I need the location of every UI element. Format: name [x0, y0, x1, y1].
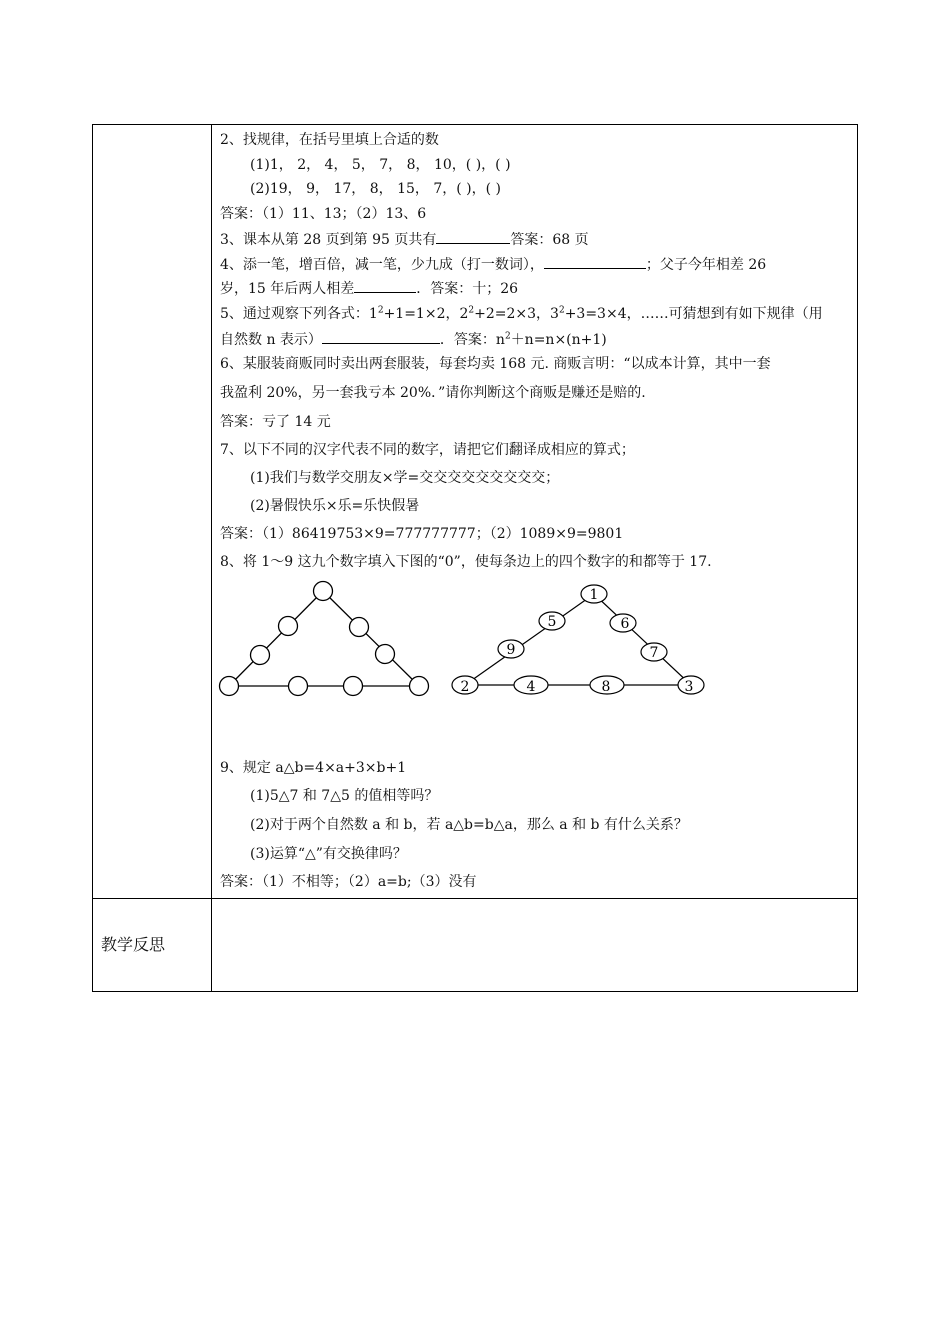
q5-line2-a: 自然数 n 表示） — [220, 332, 322, 348]
q5-blank — [322, 330, 440, 344]
q7-title: 7、以下不同的汉字代表不同的数字，请把它们翻译成相应的算式； — [220, 442, 635, 458]
answer-left-side — [465, 594, 594, 685]
q2-part1: (1)1， 2， 4， 5， 7， 8， 10，( )，( ) — [250, 157, 511, 173]
q5-line1-b: +1=1×2，2 — [383, 306, 469, 322]
answer-triangle — [452, 585, 704, 694]
q5-sup-4: 2 — [504, 331, 511, 342]
q5-sup-2: 2 — [468, 305, 475, 316]
q7-part2: (2)暑假快乐×乐=乐快假暑 — [250, 498, 420, 514]
blank-circle-left-2 — [251, 646, 270, 665]
q4-line2 — [220, 279, 518, 298]
blank-circle-right-2 — [376, 645, 395, 664]
q9-answer: 答案：（1）不相等；（2）a=b;（3）没有 — [220, 874, 477, 890]
q8-triangle-diagrams — [218, 580, 718, 710]
blank-circle-right-1 — [350, 618, 369, 637]
q4-blank-2 — [354, 279, 416, 293]
blank-right-side — [323, 591, 419, 686]
answer-number-left-2: 9 — [506, 642, 516, 658]
q9-part3: (3)运算“△”有交换律吗？ — [250, 846, 407, 862]
q3-text: 3、课本从第 28 页到第 95 页共有 — [220, 232, 437, 248]
q3-blank — [436, 230, 510, 244]
q3-answer: 答案：68 页 — [510, 232, 589, 248]
lesson-table — [92, 124, 858, 992]
answer-number-bottom-2: 4 — [526, 679, 536, 695]
answer-number-bottom-left: 2 — [460, 679, 470, 695]
answer-number-bottom-3: 8 — [601, 679, 611, 695]
q5-sup-1: 2 — [377, 305, 384, 316]
q6-line2: 我盈利 20%，另一套我亏本 20%．”请你判断这个商贩是赚还是赔的. — [220, 385, 646, 401]
q2-part2: (2)19， 9， 17， 8， 15， 7，( )，( ) — [250, 181, 501, 197]
blank-circle-bottom-left — [220, 677, 239, 696]
q4-answer: ．答案：十；26 — [416, 281, 519, 297]
q8-title: 8、将 1～9 这九个数字填入下图的“0”，使每条边上的四个数字的和都等于 17. — [220, 554, 712, 570]
blank-left-side — [229, 591, 323, 686]
answer-number-right-1: 6 — [620, 616, 630, 632]
reflection-label: 教学反思 — [101, 935, 166, 954]
blank-circle-top — [314, 582, 333, 601]
column-divider — [211, 125, 212, 991]
q4-blank-1 — [544, 255, 646, 269]
q5-line2-b: ．答案：n — [439, 332, 505, 348]
q4-text-a: 4、添一笔，增百倍，减一笔，少九成（打一数词）， — [220, 257, 544, 273]
q9-title: 9、规定 a△b=4×a+3×b+1 — [220, 760, 407, 776]
blank-triangle — [220, 582, 429, 696]
answer-number-left-1: 5 — [547, 614, 557, 630]
answer-number-right-2: 7 — [649, 645, 659, 661]
row-divider — [93, 898, 857, 899]
q5-line2 — [220, 330, 607, 349]
q2-title: 2、找规律，在括号里填上合适的数 — [220, 132, 439, 148]
q2-answer: 答案：（1）11、13；（2）13、6 — [220, 206, 427, 222]
q5-line1-d: +3=3×4，……可猜想到有如下规律（用 — [564, 306, 823, 322]
q6-answer: 答案：亏了 14 元 — [220, 414, 331, 430]
q4-line1 — [220, 255, 766, 274]
q4-text-c: 岁，15 年后两人相差 — [220, 281, 355, 297]
q4-text-b: ；父子今年相差 26 — [645, 257, 767, 273]
q3-line — [220, 230, 589, 249]
blank-circle-left-1 — [279, 617, 298, 636]
answer-number-top: 1 — [589, 587, 599, 603]
blank-circle-bottom-2 — [289, 677, 308, 696]
q5-sup-3: 2 — [558, 305, 565, 316]
q5-line1-a: 5、通过观察下列各式：1 — [220, 306, 378, 322]
q9-part2: (2)对于两个自然数 a 和 b，若 a△b=b△a，那么 a 和 b 有什么关系？ — [250, 817, 688, 833]
q5-line1-c: +2=2×3，3 — [474, 306, 559, 322]
answer-number-bottom-right: 3 — [684, 679, 694, 695]
q5-line1 — [220, 305, 823, 323]
q6-line1: 6、某服装商贩同时卖出两套服装，每套均卖 168 元. 商贩言明：“以成本计算，其中一套 — [220, 356, 771, 372]
q5-line2-c: ＋n=n×(n+1) — [510, 332, 607, 348]
blank-circle-bottom-3 — [344, 677, 363, 696]
q9-part1: (1)5△7 和 7△5 的值相等吗？ — [250, 788, 439, 804]
q7-part1: (1)我们与数学交朋友×学=交交交交交交交交交； — [250, 470, 560, 486]
blank-circle-bottom-right — [410, 677, 429, 696]
q7-answer: 答案：（1）86419753×9=777777777；（2）1089×9=9801 — [220, 526, 624, 542]
answer-right-side — [594, 594, 691, 685]
